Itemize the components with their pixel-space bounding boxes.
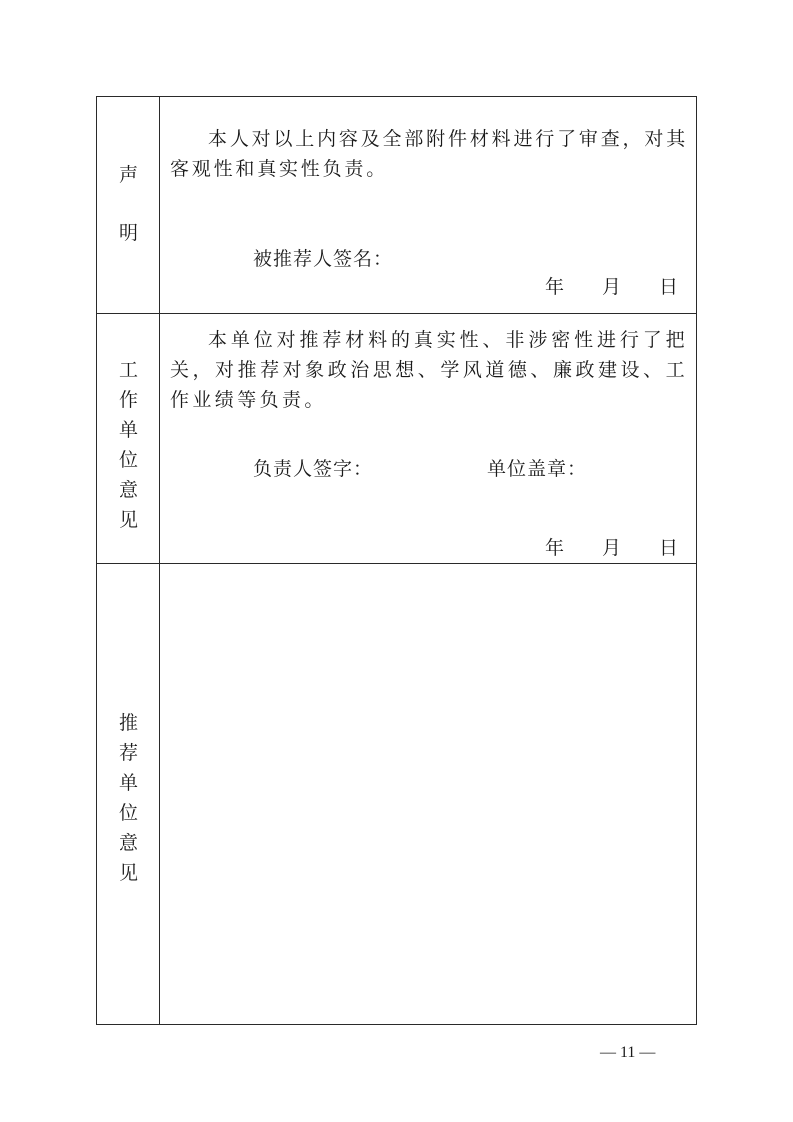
recommending-unit-label-char: 意 [118,832,138,854]
work-unit-statement: 本单位对推荐材料的真实性、非涉密性进行了把关，对推荐对象政治思想、学风道德、廉政建设、工作业绩等负责。 [170,329,688,411]
page-number: — 11 — [600,1044,656,1061]
declaration-row [97,97,696,314]
recommending-unit-label-char: 推 [118,712,138,734]
work-unit-opinion-row [97,314,696,564]
work-unit-content-cell [160,314,696,563]
work-unit-label-char: 位 [118,449,138,471]
declaration-date: 年 月 日 [544,276,678,298]
work-unit-label-cell [97,314,160,563]
declaration-label-cell [97,97,160,313]
work-unit-label-char: 单 [118,419,138,441]
declaration-content-cell [160,97,696,313]
declaration-label-char: 明 [118,222,138,244]
recommending-unit-content-cell [160,564,696,1024]
work-unit-label-char: 意 [118,479,138,501]
unit-seal-label: 单位盖章： [487,458,588,480]
opinion-form-table [96,96,697,1025]
recommending-unit-label-char: 见 [118,862,138,884]
recommending-unit-label-char: 位 [118,802,138,824]
declaration-label-char: 声 [118,164,138,186]
recommending-unit-opinion-row [97,564,696,1024]
work-unit-date: 年 月 日 [544,537,678,559]
nominee-signature-label: 被推荐人签名： [253,248,394,270]
recommending-unit-label-cell [97,564,160,1024]
work-unit-label-char: 作 [118,389,138,411]
declaration-statement: 本人对以上内容及全部附件材料进行了审查，对其客观性和真实性负责。 [170,128,688,180]
work-unit-label-char: 见 [118,509,138,531]
recommending-unit-label-char: 单 [118,772,138,794]
recommending-unit-label-char: 荐 [118,742,138,764]
responsible-person-signature-label: 负责人签字： [253,458,374,480]
work-unit-label-char: 工 [118,359,138,381]
